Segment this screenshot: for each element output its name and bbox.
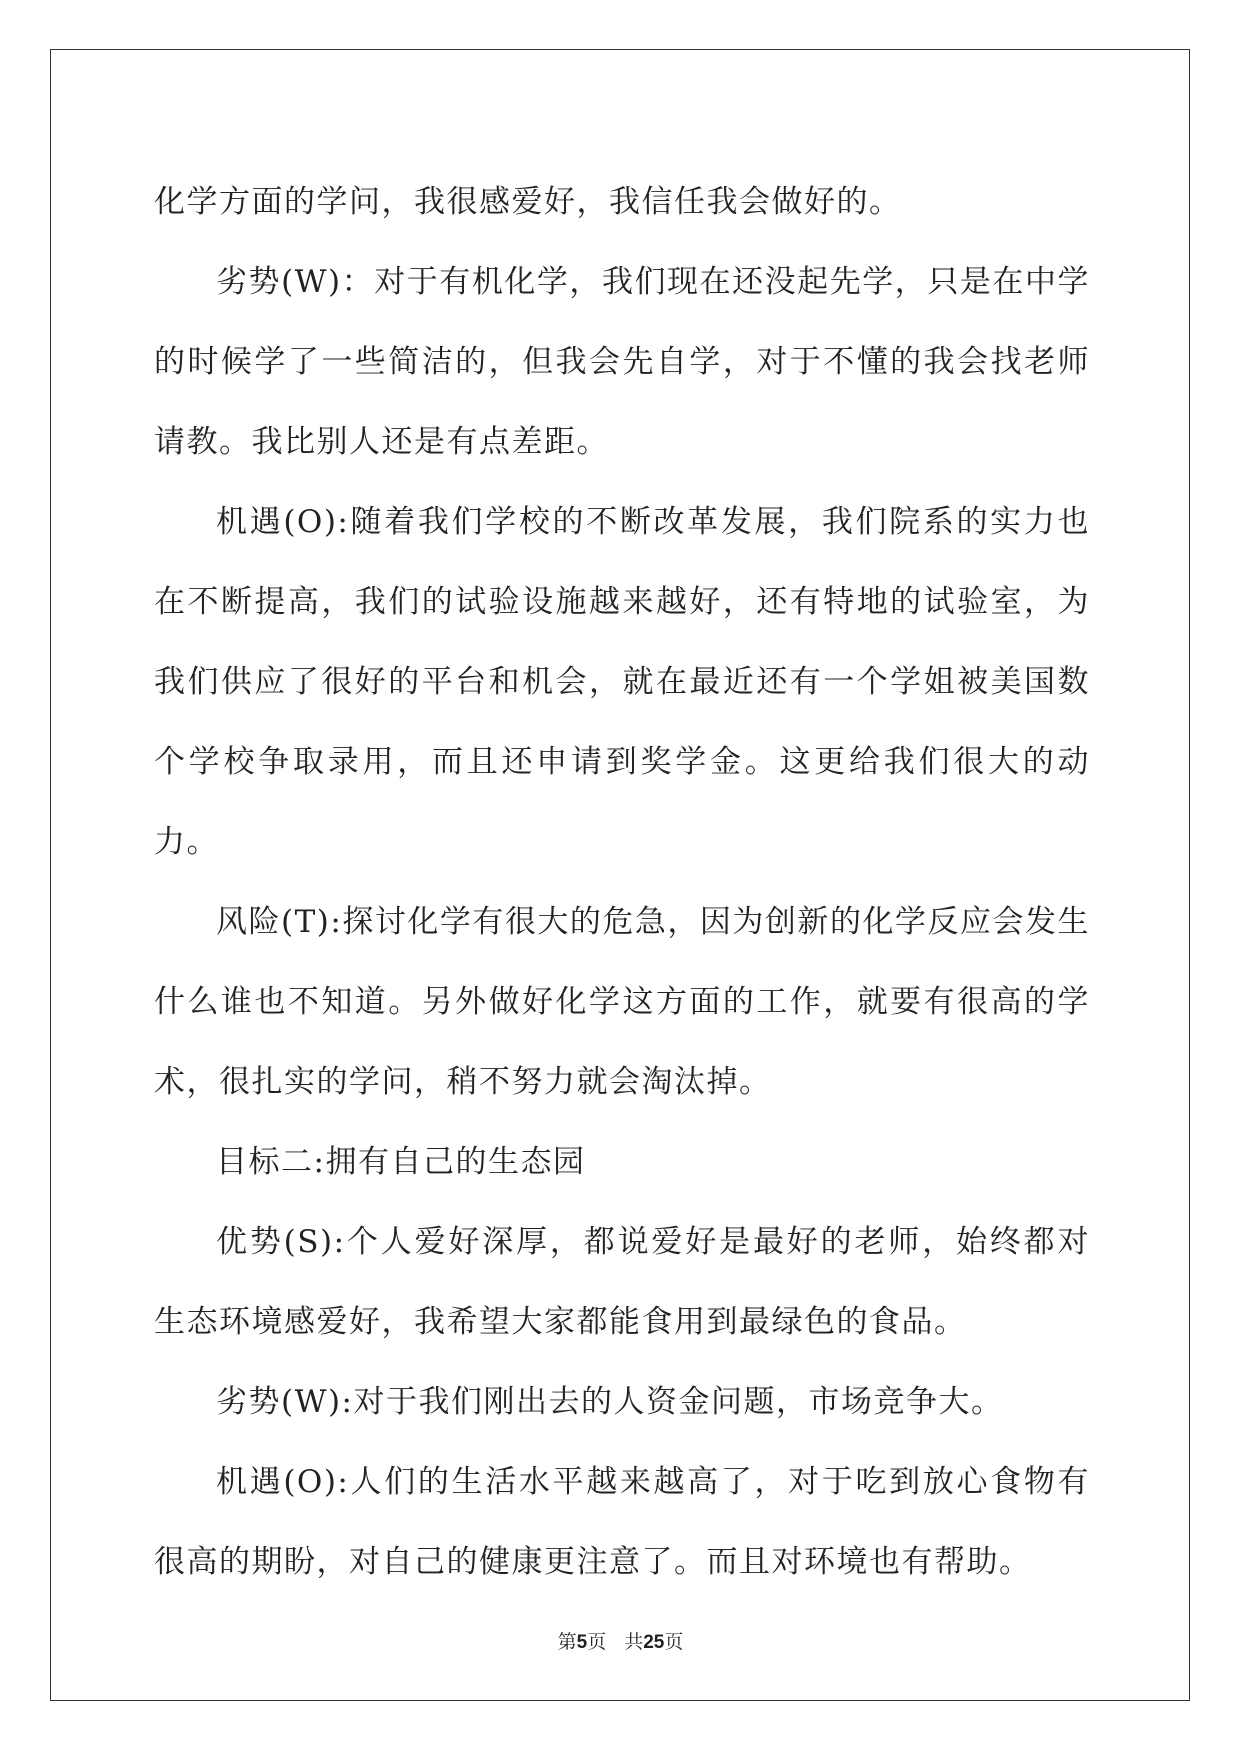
paragraph-2: 劣势(W)：对于有机化学，我们现在还没起先学，只是在中学的时候学了一些简洁的，但我会先自学，对于不懂的我会找老师请教。我比别人还是有点差距。 [154,264,1090,460]
paragraph-6: 优势(S):个人爱好深厚，都说爱好是最好的老师，始终都对生态环境感爱好，我希望大家都能食用到最绿色的食品。 [154,1224,1090,1340]
footer-total-suffix: 页 [664,1631,684,1653]
page-footer [0,1627,1241,1654]
footer-total-prefix: 共 [624,1631,644,1653]
footer-prefix: 第 [557,1631,577,1653]
document-body [154,162,1090,1602]
paragraph-1: 化学方面的学问，我很感爱好，我信任我会做好的。 [154,184,902,220]
total-page-count: 25 [643,1632,665,1653]
paragraph-4: 风险(T):探讨化学有很大的危急，因为创新的化学反应会发生什么谁也不知道。另外做好化学这方面的工作，就要有很高的学术，很扎实的学问，稍不努力就会淘汰掉。 [154,904,1090,1100]
footer-page-suffix: 页 [587,1631,607,1653]
paragraph-3: 机遇(O):随着我们学校的不断改革发展，我们院系的实力也在不断提高，我们的试验设施越来越好，还有特地的试验室，为我们供应了很好的平台和机会，就在最近还有一个学姐被美国数个学校争取录用，而且还申请到奖学金。这更给我们很大的动力。 [154,504,1090,860]
paragraph-8: 机遇(O):人们的生活水平越来越高了，对于吃到放心食物有很高的期盼，对自己的健康更注意了。而且对环境也有帮助。 [154,1464,1090,1580]
paragraph-5: 目标二:拥有自己的生态园 [216,1144,586,1180]
paragraph-7: 劣势(W):对于我们刚出去的人资金问题，市场竞争大。 [216,1384,1004,1420]
current-page-number: 5 [576,1632,588,1653]
